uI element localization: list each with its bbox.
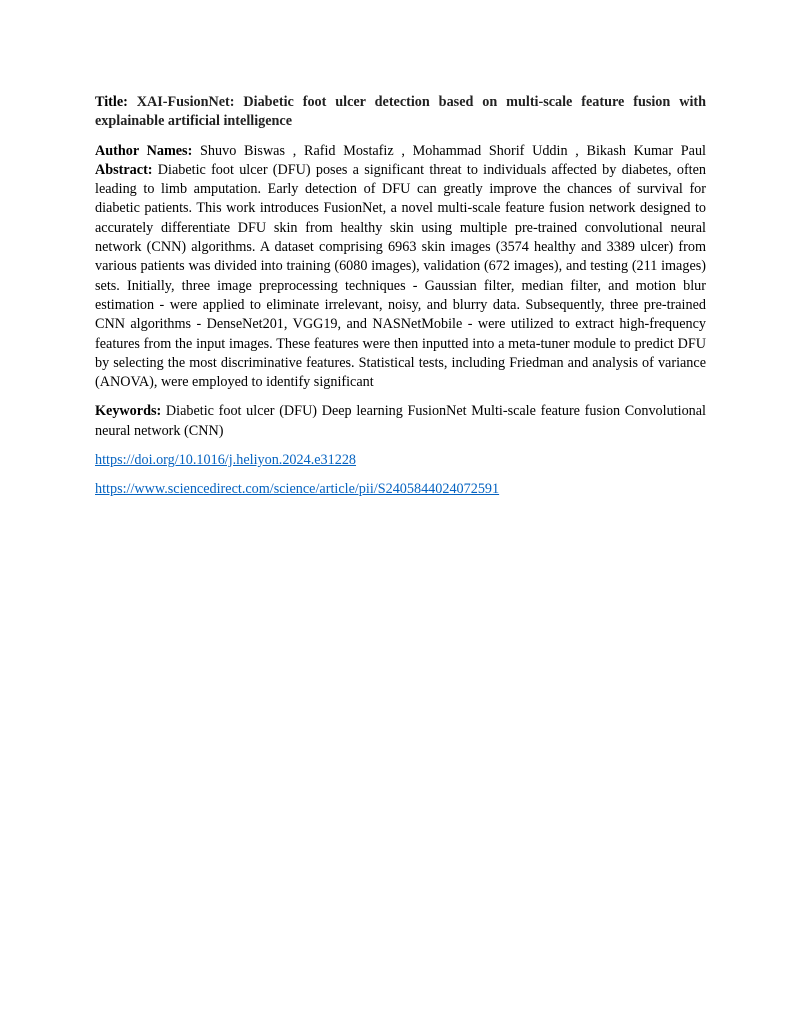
authors-label: Author Names: <box>95 142 193 159</box>
author-names <box>95 142 706 161</box>
keywords-label: Keywords: <box>95 403 162 420</box>
authors-text: Shuvo Biswas , Rafid Mostafiz , Mohammad Shorif Uddin , Bikash Kumar Paul <box>200 142 706 159</box>
sciencedirect-link[interactable]: https://www.sciencedirect.com/science/article/pii/S2405844024072591 <box>95 481 500 498</box>
document-page <box>95 93 706 510</box>
title-label: Title: <box>95 94 128 110</box>
abstract-label: Abstract: <box>95 161 153 178</box>
doi-link[interactable]: https://doi.org/10.1016/j.heliyon.2024.e31228 <box>95 452 357 469</box>
keywords-text: Diabetic foot ulcer (DFU) Deep learning FusionNet Multi-scale feature fusion Convolutional neural network (CNN) <box>95 403 706 439</box>
abstract-text: Diabetic foot ulcer (DFU) poses a significant threat to individuals affected by diabetes, often leading to limb amputation. Early detection of DFU can greatly improve the chances of survival for diabetic patients. This work introduces FusionNet, a novel multi-scale feature fusion network designed to accurately differentiate DFU skin from healthy skin using multiple pre-trained convolutional neural network (CNN) algorithms. A dataset comprising 6963 skin images (3574 healthy and 3389 ulcer) from various patients was divided into training (6080 images), validation (672 images), and testing (211 images) sets. Initially, three image preprocessing techniques - Gaussian filter, median filter, and motion blur estimation - were applied to eliminate irrelevant, noisy, and blurry data. Subsequently, three pre-trained CNN algorithms - DenseNet201, VGG19, and NASNetMobile - were utilized to extract high-frequency features from the input images. These features were then inputted into a meta-tuner module to predict DFU by selecting the most discriminative features. Statistical tests, including Friedman and analysis of variance (ANOVA), were employed to identify significant <box>95 161 706 391</box>
keywords <box>95 402 706 441</box>
paper-title <box>95 93 706 132</box>
abstract <box>95 161 706 393</box>
title-text: XAI-FusionNet: Diabetic foot ulcer detection based on multi-scale feature fusion with explainable artificial intelligence <box>95 94 706 130</box>
